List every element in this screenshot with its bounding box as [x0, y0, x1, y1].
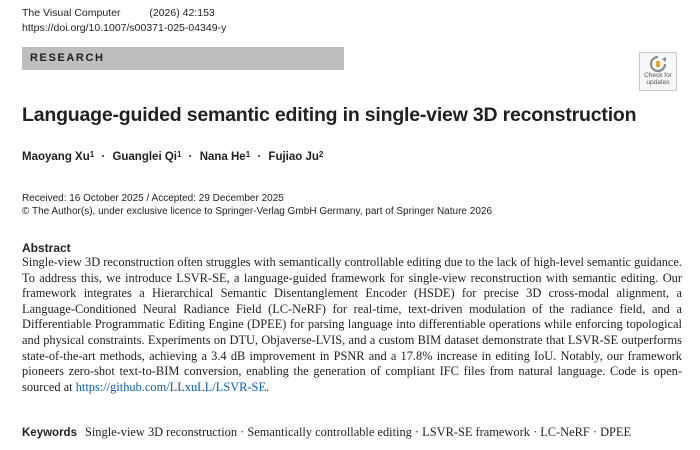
journal-name: The Visual Computer	[22, 7, 121, 19]
author-name: Nana He	[199, 151, 246, 163]
doi-link[interactable]: https://doi.org/10.1007/s00371-025-04349-y	[22, 22, 227, 34]
author-separator: ·	[257, 151, 262, 163]
section-label: RESEARCH	[30, 52, 105, 64]
received-accepted-dates: Received: 16 October 2025 / Accepted: 29 December 2025	[22, 193, 284, 204]
check-for-updates-button[interactable]	[639, 52, 677, 91]
author-affiliation: 2	[318, 150, 324, 159]
section-banner	[22, 47, 344, 70]
author-list	[22, 150, 323, 164]
author-separator: ·	[101, 151, 106, 163]
keywords-list: Single-view 3D reconstruction · Semantically controllable editing · LSVR-SE framework · LC-NeRF · DPEE	[84, 425, 632, 439]
author-separator: ·	[188, 151, 193, 163]
author-name: Fujiao Ju	[268, 151, 319, 163]
abstract-end: .	[266, 379, 270, 394]
check-for-updates-icon	[647, 56, 669, 72]
check-for-updates-line1: Check for	[644, 72, 672, 79]
journal-citation: (2026) 42:153	[149, 7, 215, 19]
check-for-updates-line2: updates	[646, 79, 670, 86]
code-repository-link[interactable]: https://github.com/LLxuLL/LSVR-SE	[75, 379, 267, 394]
copyright-notice: © The Author(s), under exclusive licence to Springer-Verlag GmbH Germany, part of Springer Nature 2026	[22, 206, 492, 217]
author-affiliation: 1	[89, 150, 95, 159]
paper-title: Language-guided semantic editing in single-view 3D reconstruction	[22, 104, 637, 126]
keywords-label: Keywords	[22, 427, 77, 439]
abstract-heading: Abstract	[22, 241, 71, 255]
journal-header	[22, 7, 215, 20]
keywords-line	[22, 425, 631, 440]
abstract-body	[22, 255, 682, 395]
abstract-text: Single-view 3D reconstruction often struggles with semantically controllable editing due to the lack of high-level semantic guidance. To address this, we introduce LSVR-SE, a language-guided framework for single-view reconstruction with semantic editing. Our framework integrates a Hierarchical Semantic Disentanglement Encoder (HSDE) for precise 3D cross-modal alignment, a Language-Conditioned Neural Radiance Field (LC-NeRF) for real-time, text-driven modulation of the radiance field, and a Differentiable Programmatic Editing Engine (DPEE) for parsing language into differentiable operations while enforcing topological and physical constraints. Experiments on DTU, Objaverse-LVIS, and a custom BIM dataset demonstrate that LSVR-SE outperforms state-of-the-art methods, achieving a 3.4 dB improvement in PSNR and a 17.8% increase in editing IoU. Notably, our framework pioneers zero-shot text-to-BIM conversion, enabling the generation of compliant IFC files from natural language. Code is open-sourced at	[22, 255, 682, 394]
author-affiliation: 1	[176, 150, 182, 159]
author-name: Maoyang Xu	[22, 151, 90, 163]
author-name: Guanglei Qi	[112, 151, 177, 163]
author-affiliation: 1	[245, 150, 251, 159]
